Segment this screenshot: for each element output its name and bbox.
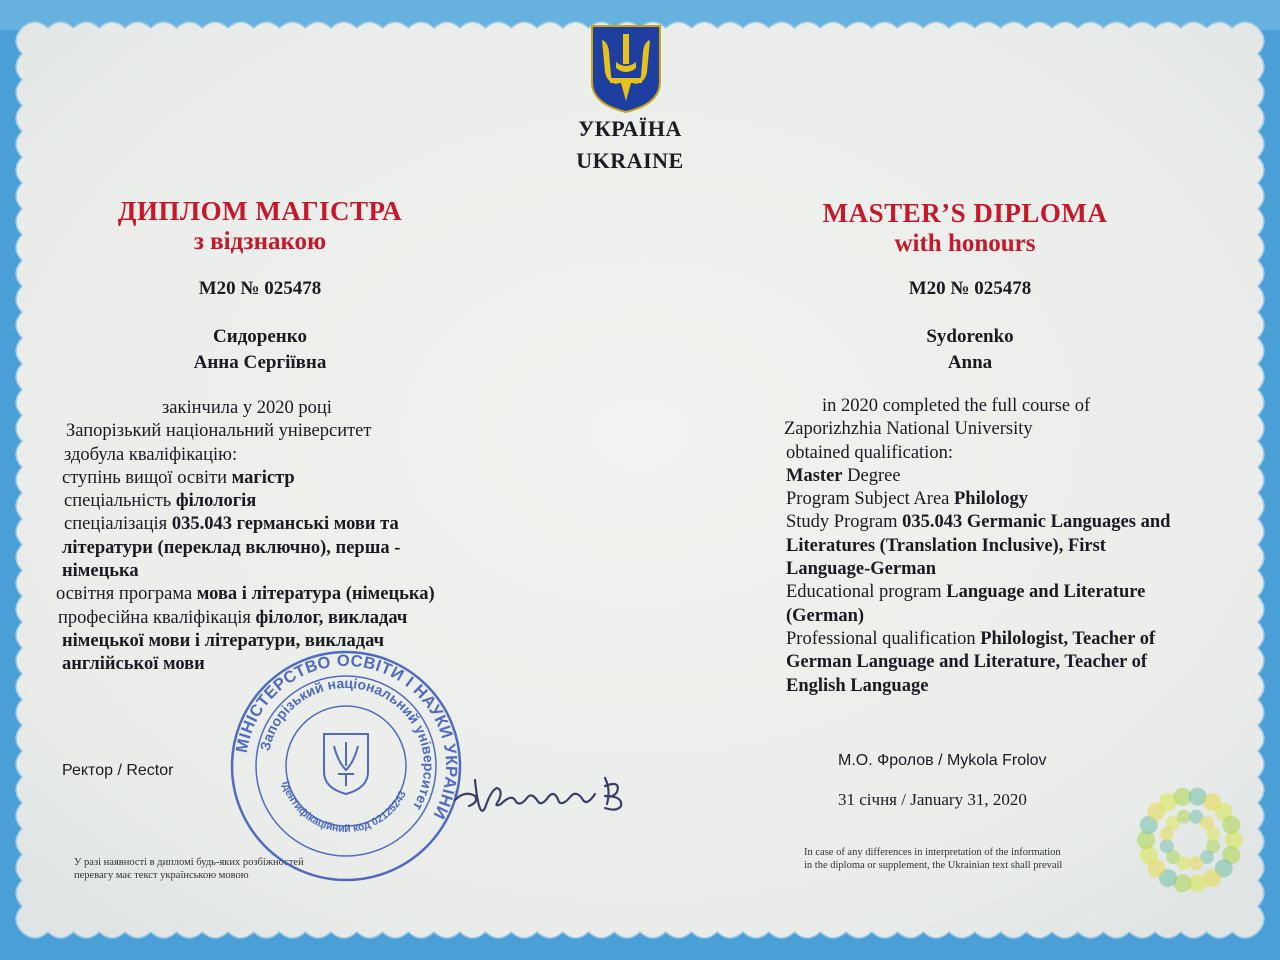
left-given-names: Анна Сергіївна <box>193 352 327 373</box>
right-edu-line2: (German) <box>786 605 865 626</box>
left-footnote-line1: У разі наявності в дипломі будь-яких розбіжностей <box>74 857 304 868</box>
left-footnote-line2: перевагу має текст українською мовою <box>74 870 249 881</box>
left-qualification-line <box>56 607 526 630</box>
hologram-flower-icon <box>1120 770 1260 910</box>
right-obtained: obtained qualification: <box>786 442 953 463</box>
hologram-petal <box>1160 839 1174 853</box>
left-specialization-line <box>56 513 526 536</box>
right-subtitle: with honours <box>894 230 1036 257</box>
hologram-petal <box>1189 856 1203 870</box>
right-study-line1: 035.043 Germanic Languages and <box>902 512 1171 533</box>
right-footnote-line2: in the diploma or supplement, the Ukrainian text shall prevail <box>804 860 1063 871</box>
right-prof-line3: English Language <box>786 675 929 696</box>
right-edu-line <box>782 581 1222 604</box>
left-university: Запорізький національний університет <box>66 421 372 442</box>
right-degree-line <box>782 465 1222 488</box>
right-study-line3: Language-German <box>786 559 937 580</box>
trident-coat-of-arms-icon <box>588 22 664 114</box>
left-specialty-value: філологія <box>175 491 257 512</box>
left-specialization-label: спеціалізація <box>64 514 172 535</box>
right-completed: in 2020 completed the full course of <box>822 396 1091 416</box>
left-degree-value: магістр <box>231 467 295 488</box>
hologram-petal <box>1206 827 1220 841</box>
diploma-date: 31 січня / January 31, 2020 <box>838 790 1027 809</box>
left-qualification-label: професійна кваліфікація <box>58 607 256 628</box>
left-surname: Сидоренко <box>213 326 307 347</box>
left-degree-label: ступінь вищої освіти <box>62 467 232 488</box>
rector-label: Ректор / Rector <box>62 762 174 779</box>
seal-stamp-icon <box>228 648 464 884</box>
seal-inner-text: Запорізький національний університет <box>256 674 438 814</box>
left-obtained: здобула кваліфікацію: <box>64 444 238 465</box>
hologram-petal <box>1177 810 1191 824</box>
right-study-line2: Literatures (Translation Inclusive), First <box>786 535 1106 556</box>
svg-text:Ідентифікаційний код 02125243 <box>279 780 409 835</box>
hologram-petal <box>1225 831 1243 849</box>
left-specialty-line <box>56 490 526 513</box>
right-area-line <box>782 488 1222 511</box>
right-surname: Sydorenko <box>926 326 1014 347</box>
left-specialization-line2: літератури (переклад включно), перша - <box>62 537 401 558</box>
left-body <box>56 397 526 677</box>
rector-name: М.О. Фролов / Mykola Frolov <box>838 752 1047 769</box>
right-prof-line2: German Language and Literature, Teacher of <box>786 652 1148 673</box>
right-degree-value: Master <box>786 465 843 486</box>
left-title: ДИПЛОМ МАГІСТРА <box>117 196 403 226</box>
right-university: Zaporizhzhia National University <box>784 419 1033 440</box>
left-qualification-line3: англійської мови <box>62 654 205 675</box>
left-specialty-label: спеціальність <box>64 491 176 512</box>
left-program-line <box>56 583 526 606</box>
right-edu-line1: Language and Literature <box>946 582 1146 603</box>
right-prof-line <box>782 628 1222 651</box>
hologram-petal <box>1140 846 1158 864</box>
left-subtitle: з відзнакою <box>193 228 327 255</box>
handwritten-signature-icon <box>445 760 645 830</box>
seal-code-text: Ідентифікаційний код 02125243 <box>279 779 409 836</box>
right-study-line <box>782 511 1222 534</box>
right-body <box>782 395 1222 698</box>
left-program-label: освітня програма <box>56 584 197 605</box>
right-given-names: Anna <box>947 352 993 373</box>
hologram-petal <box>1222 816 1240 834</box>
right-prof-line1: Philologist, Teacher of <box>980 628 1156 649</box>
left-program-value: мова і література (німецька) <box>196 584 435 605</box>
right-prof-label: Professional qualification <box>786 628 981 649</box>
left-qualification-line2: німецької мови і літератури, викладач <box>62 630 385 651</box>
left-degree-line <box>56 467 526 490</box>
right-footnote-line1: In case of any differences in interpretation of the information <box>804 847 1061 858</box>
left-diploma-number: М20 № 025478 <box>198 278 322 299</box>
right-title: MASTER’S DIPLOMA <box>822 198 1108 228</box>
left-qualification-line1: філолог, викладач <box>255 607 408 628</box>
country-english: UKRAINE <box>576 148 684 173</box>
right-edu-label: Educational program <box>786 582 947 603</box>
right-area-value: Philology <box>954 489 1029 510</box>
left-specialization-line3: німецька <box>62 561 139 582</box>
right-area-label: Program Subject Area <box>786 489 954 510</box>
hologram-petal <box>1137 831 1155 849</box>
right-study-label: Study Program <box>786 512 903 533</box>
seal-outer-text: МІНІСТЕРСТВО ОСВІТИ І НАУКИ УКРАЇНИ <box>232 651 461 823</box>
country-ukrainian: УКРАЇНА <box>578 116 682 141</box>
left-specialization-line1: 035.043 германські мови та <box>171 514 399 535</box>
right-degree-label: Degree <box>842 465 901 486</box>
right-diploma-number: М20 № 025478 <box>908 278 1032 299</box>
left-completed: закінчила у 2020 році <box>162 398 332 418</box>
right-footnote <box>804 846 1062 872</box>
